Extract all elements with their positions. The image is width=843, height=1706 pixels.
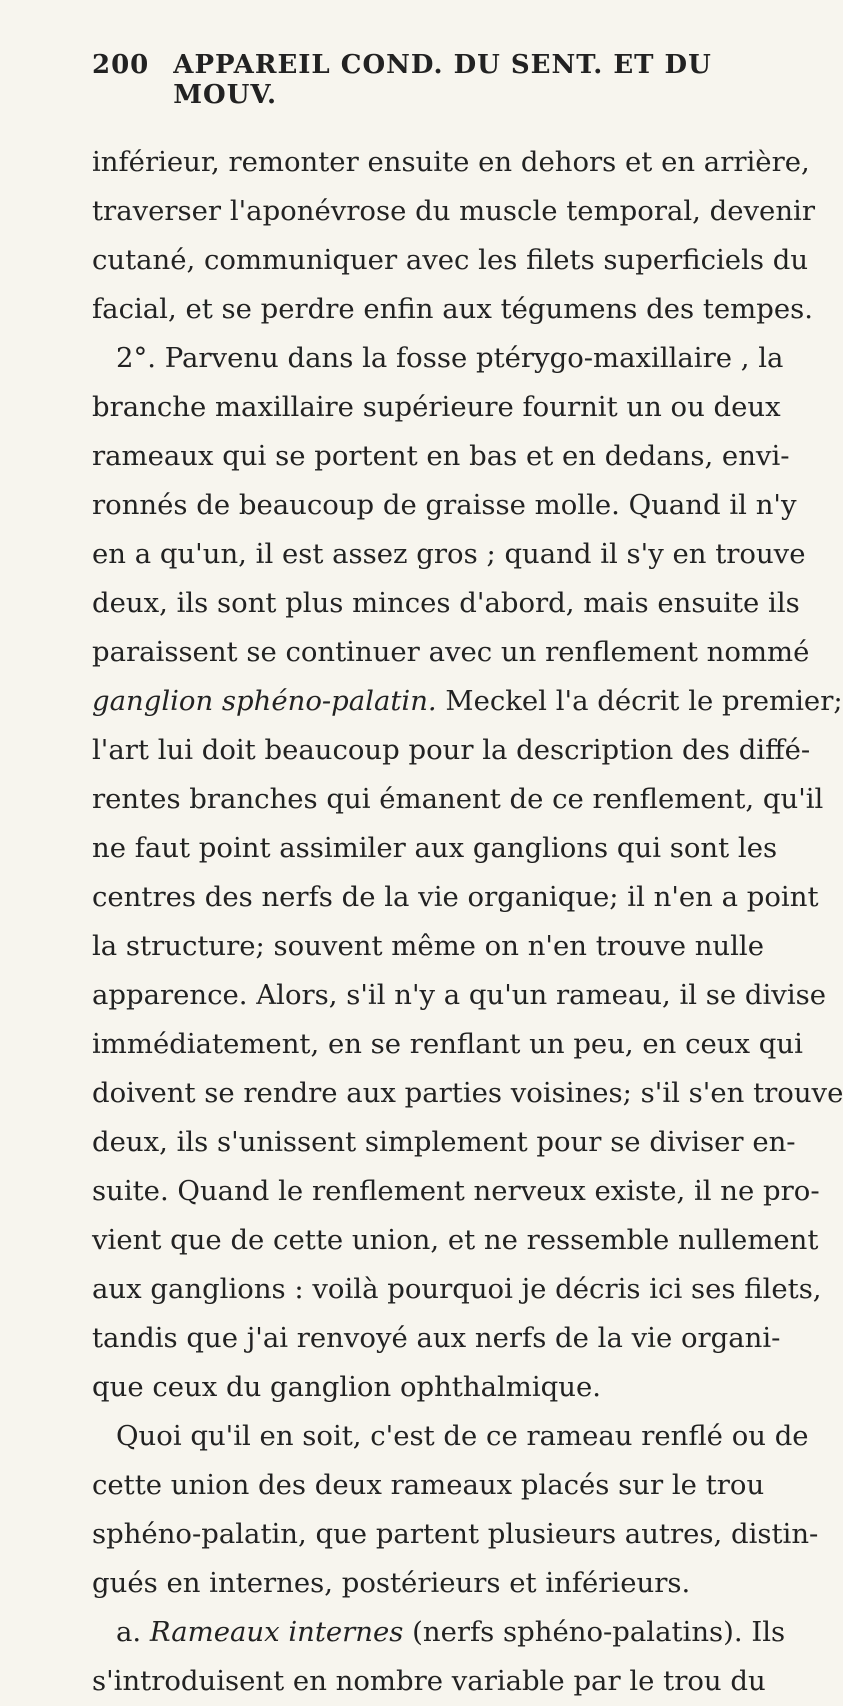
line-text: sphéno-palatin, que partent plusieurs autres, distin-: [92, 1518, 819, 1550]
line-text: ronnés de beaucoup de graisse molle. Quand il n'y: [92, 489, 797, 521]
line-text: suite. Quand le renflement nerveux existe, il ne pro-: [92, 1175, 820, 1207]
line-text: en a qu'un, il est assez gros ; quand il s'y en trouve: [92, 538, 806, 570]
line-text: paraissent se continuer avec un renflement nommé: [92, 636, 810, 668]
line-text: rameaux qui se portent en bas et en dedans, envi-: [92, 440, 790, 472]
text-line: [92, 971, 827, 1020]
text-line: [92, 1314, 781, 1363]
line-text: deux, ils sont plus minces d'abord, mais ensuite ils: [92, 587, 800, 619]
line-text: centres des nerfs de la vie organique; il n'en a point: [92, 881, 819, 913]
line-text: Quoi qu'il en soit, c'est de ce rameau renflé ou de: [116, 1420, 809, 1452]
line-text: (nerfs sphéno-palatins). Ils: [403, 1616, 786, 1648]
line-text: que ceux du ganglion ophthalmique.: [92, 1371, 601, 1403]
text-line: [92, 775, 824, 824]
line-text: tandis que j'ai renvoyé aux nerfs de la vie organi-: [92, 1322, 781, 1354]
line-text: l'art lui doit beaucoup pour la description des diffé-: [92, 734, 811, 766]
line-text: Meckel l'a décrit le premier;: [436, 685, 843, 717]
line-text: branche maxillaire supérieure fournit un ou deux: [92, 391, 781, 423]
text-line: [92, 1461, 765, 1510]
text-line: [92, 334, 784, 383]
line-text: aux ganglions : voilà pourquoi je décris ici ses filets,: [92, 1273, 822, 1305]
text-line: [92, 1167, 820, 1216]
text-line: [92, 530, 806, 579]
text-line: [92, 383, 781, 432]
text-line: [92, 432, 790, 481]
text-line: [92, 1608, 786, 1657]
line-text: immédiatement, en se renflant un peu, en ceux qui: [92, 1028, 803, 1060]
text-line: [92, 873, 819, 922]
text-line: [92, 677, 843, 726]
line-prefix: a.: [116, 1616, 150, 1648]
text-line: [92, 138, 810, 187]
text-line: [92, 922, 764, 971]
line-text: ne faut point assimiler aux ganglions qui sont les: [92, 832, 778, 864]
line-text: apparence. Alors, s'il n'y a qu'un rameau, il se divise: [92, 979, 827, 1011]
line-text: inférieur, remonter ensuite en dehors et en arrière,: [92, 146, 810, 178]
italic-term: ganglion sphéno-palatin.: [92, 685, 437, 717]
line-text: cutané, communiquer avec les filets superficiels du: [92, 244, 809, 276]
text-line: [92, 1363, 746, 1412]
text-line: [92, 236, 809, 285]
text-line: [92, 1510, 819, 1559]
text-line: [92, 1069, 843, 1118]
body-text: [92, 138, 843, 1706]
text-line: [92, 1020, 803, 1069]
line-text: deux, ils s'unissent simplement pour se diviser en-: [92, 1126, 796, 1158]
line-text: 2°. Parvenu dans la fosse ptérygo-maxillaire , la: [116, 342, 784, 374]
line-text: s'introduisent en nombre variable par le trou du: [92, 1665, 766, 1697]
line-text: rentes branches qui émanent de ce renflement, qu'il: [92, 783, 824, 815]
text-line: [92, 481, 797, 530]
text-line: [92, 628, 810, 677]
italic-term: Rameaux internes: [149, 1616, 404, 1648]
line-text: gués en internes, postérieurs et inférieurs.: [92, 1567, 691, 1599]
text-line: [92, 1265, 822, 1314]
running-title: APPAREIL COND. DU SENT. ET DU MOUV.: [173, 50, 712, 110]
line-text: facial, et se perdre enfin aux tégumens des tempes.: [92, 293, 813, 325]
line-text: vient que de cette union, et ne ressemble nullement: [92, 1224, 819, 1256]
page-number: 200: [92, 50, 150, 80]
text-line: [92, 1559, 746, 1608]
text-line: [92, 285, 813, 334]
line-text: traverser l'aponévrose du muscle temporal, devenir: [92, 195, 815, 227]
line-text: doivent se rendre aux parties voisines; s'il s'en trouve: [92, 1077, 843, 1109]
text-line: [92, 1412, 809, 1461]
text-line: [92, 1216, 819, 1265]
text-line: [92, 824, 778, 873]
line-text: la structure; souvent même on n'en trouve nulle: [92, 930, 764, 962]
text-line: [92, 579, 800, 628]
page-header: [92, 50, 746, 110]
text-line: [92, 1118, 796, 1167]
text-line: [92, 1657, 766, 1706]
text-line: [92, 726, 811, 775]
line-text: cette union des deux rameaux placés sur le trou: [92, 1469, 765, 1501]
text-line: [92, 187, 815, 236]
